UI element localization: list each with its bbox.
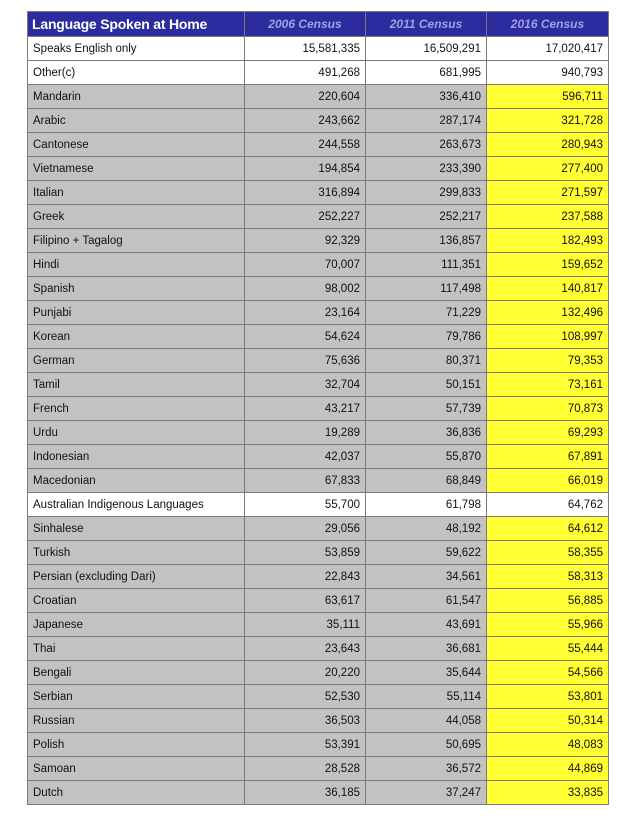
census-2011-cell: 55,114: [366, 685, 487, 709]
table-row: [28, 709, 609, 733]
census-2006-cell: 92,329: [245, 229, 366, 253]
census-2011-cell: 80,371: [366, 349, 487, 373]
census-2011-cell: 117,498: [366, 277, 487, 301]
language-cell: Thai: [28, 637, 245, 661]
header-2011-census: 2011 Census: [366, 12, 487, 37]
language-cell: Korean: [28, 325, 245, 349]
census-2006-cell: 244,558: [245, 133, 366, 157]
language-cell: Samoan: [28, 757, 245, 781]
census-2011-cell: 55,870: [366, 445, 487, 469]
table-row: [28, 85, 609, 109]
language-cell: Japanese: [28, 613, 245, 637]
census-2016-cell: 64,762: [487, 493, 609, 517]
census-2016-cell: 271,597: [487, 181, 609, 205]
census-2016-cell: 79,353: [487, 349, 609, 373]
language-cell: Filipino + Tagalog: [28, 229, 245, 253]
table-row: [28, 493, 609, 517]
census-2006-cell: 52,530: [245, 685, 366, 709]
census-2006-cell: 243,662: [245, 109, 366, 133]
census-2006-cell: 98,002: [245, 277, 366, 301]
census-2011-cell: 79,786: [366, 325, 487, 349]
census-2006-cell: 220,604: [245, 85, 366, 109]
census-2006-cell: 22,843: [245, 565, 366, 589]
census-2006-cell: 53,859: [245, 541, 366, 565]
table-row: [28, 733, 609, 757]
table-row: [28, 133, 609, 157]
language-cell: Australian Indigenous Languages: [28, 493, 245, 517]
language-cell: Spanish: [28, 277, 245, 301]
census-2011-cell: 136,857: [366, 229, 487, 253]
census-2016-cell: 17,020,417: [487, 37, 609, 61]
census-2016-cell: 66,019: [487, 469, 609, 493]
language-cell: Mandarin: [28, 85, 245, 109]
language-cell: Turkish: [28, 541, 245, 565]
census-2006-cell: 54,624: [245, 325, 366, 349]
language-cell: Indonesian: [28, 445, 245, 469]
census-2006-cell: 36,503: [245, 709, 366, 733]
table-row: [28, 661, 609, 685]
table-row: [28, 181, 609, 205]
census-2006-cell: 35,111: [245, 613, 366, 637]
table-row: [28, 685, 609, 709]
language-cell: Vietnamese: [28, 157, 245, 181]
language-cell: Persian (excluding Dari): [28, 565, 245, 589]
census-2016-cell: 55,966: [487, 613, 609, 637]
census-2011-cell: 59,622: [366, 541, 487, 565]
census-2006-cell: 75,636: [245, 349, 366, 373]
census-2006-cell: 252,227: [245, 205, 366, 229]
table-row: [28, 277, 609, 301]
census-2016-cell: 56,885: [487, 589, 609, 613]
table-row: [28, 349, 609, 373]
census-2011-cell: 252,217: [366, 205, 487, 229]
language-cell: Speaks English only: [28, 37, 245, 61]
census-2016-cell: 132,496: [487, 301, 609, 325]
table-row: [28, 37, 609, 61]
table-row: [28, 301, 609, 325]
language-cell: French: [28, 397, 245, 421]
census-2011-cell: 36,836: [366, 421, 487, 445]
census-2016-cell: 237,588: [487, 205, 609, 229]
census-2016-cell: 277,400: [487, 157, 609, 181]
census-2011-cell: 287,174: [366, 109, 487, 133]
census-2011-cell: 37,247: [366, 781, 487, 805]
language-cell: Macedonian: [28, 469, 245, 493]
language-cell: Greek: [28, 205, 245, 229]
census-2006-cell: 20,220: [245, 661, 366, 685]
language-cell: Serbian: [28, 685, 245, 709]
census-2011-cell: 50,695: [366, 733, 487, 757]
table-row: [28, 229, 609, 253]
language-cell: Cantonese: [28, 133, 245, 157]
table-row: [28, 445, 609, 469]
census-2011-cell: 36,572: [366, 757, 487, 781]
table-row: [28, 373, 609, 397]
table-row: [28, 397, 609, 421]
census-2006-cell: 15,581,335: [245, 37, 366, 61]
census-2016-cell: 182,493: [487, 229, 609, 253]
table-row: [28, 541, 609, 565]
language-cell: Sinhalese: [28, 517, 245, 541]
census-2011-cell: 263,673: [366, 133, 487, 157]
census-2011-cell: 36,681: [366, 637, 487, 661]
header-2016-census: 2016 Census: [487, 12, 609, 37]
census-2011-cell: 44,058: [366, 709, 487, 733]
census-2006-cell: 29,056: [245, 517, 366, 541]
header-language: Language Spoken at Home: [28, 12, 245, 37]
census-2016-cell: 159,652: [487, 253, 609, 277]
census-2006-cell: 194,854: [245, 157, 366, 181]
language-census-table: [27, 11, 609, 805]
census-2011-cell: 61,798: [366, 493, 487, 517]
header-2006-census: 2006 Census: [245, 12, 366, 37]
census-2011-cell: 50,151: [366, 373, 487, 397]
census-2016-cell: 54,566: [487, 661, 609, 685]
census-2006-cell: 55,700: [245, 493, 366, 517]
census-2006-cell: 67,833: [245, 469, 366, 493]
census-2006-cell: 42,037: [245, 445, 366, 469]
census-2016-cell: 58,313: [487, 565, 609, 589]
table-row: [28, 613, 609, 637]
census-2006-cell: 53,391: [245, 733, 366, 757]
table-row: [28, 421, 609, 445]
census-2011-cell: 57,739: [366, 397, 487, 421]
table-row: [28, 637, 609, 661]
census-2016-cell: 140,817: [487, 277, 609, 301]
language-cell: Russian: [28, 709, 245, 733]
language-cell: Hindi: [28, 253, 245, 277]
census-2006-cell: 23,164: [245, 301, 366, 325]
census-2016-cell: 596,711: [487, 85, 609, 109]
language-cell: Arabic: [28, 109, 245, 133]
census-2011-cell: 34,561: [366, 565, 487, 589]
header-row: [28, 12, 609, 37]
table-row: [28, 781, 609, 805]
census-2011-cell: 233,390: [366, 157, 487, 181]
census-2011-cell: 111,351: [366, 253, 487, 277]
table-row: [28, 157, 609, 181]
census-2016-cell: 64,612: [487, 517, 609, 541]
language-cell: Other(c): [28, 61, 245, 85]
census-2016-cell: 55,444: [487, 637, 609, 661]
language-cell: Urdu: [28, 421, 245, 445]
language-cell: Polish: [28, 733, 245, 757]
table-row: [28, 589, 609, 613]
census-2016-cell: 69,293: [487, 421, 609, 445]
census-2016-cell: 33,835: [487, 781, 609, 805]
census-2016-cell: 73,161: [487, 373, 609, 397]
language-cell: Italian: [28, 181, 245, 205]
table-row: [28, 469, 609, 493]
census-2011-cell: 43,691: [366, 613, 487, 637]
census-2016-cell: 67,891: [487, 445, 609, 469]
census-2011-cell: 336,410: [366, 85, 487, 109]
census-2016-cell: 280,943: [487, 133, 609, 157]
census-2006-cell: 23,643: [245, 637, 366, 661]
census-2016-cell: 108,997: [487, 325, 609, 349]
language-cell: Tamil: [28, 373, 245, 397]
census-2016-cell: 44,869: [487, 757, 609, 781]
census-2011-cell: 71,229: [366, 301, 487, 325]
census-2011-cell: 16,509,291: [366, 37, 487, 61]
language-cell: German: [28, 349, 245, 373]
table-row: [28, 565, 609, 589]
table-body: [28, 37, 609, 805]
census-2006-cell: 19,289: [245, 421, 366, 445]
table-header: [28, 12, 609, 37]
census-2006-cell: 36,185: [245, 781, 366, 805]
census-2006-cell: 316,894: [245, 181, 366, 205]
census-2006-cell: 43,217: [245, 397, 366, 421]
language-cell: Punjabi: [28, 301, 245, 325]
census-2016-cell: 70,873: [487, 397, 609, 421]
census-2016-cell: 48,083: [487, 733, 609, 757]
table-row: [28, 325, 609, 349]
census-2006-cell: 32,704: [245, 373, 366, 397]
census-2016-cell: 50,314: [487, 709, 609, 733]
table-row: [28, 109, 609, 133]
census-2011-cell: 68,849: [366, 469, 487, 493]
census-2011-cell: 681,995: [366, 61, 487, 85]
language-cell: Croatian: [28, 589, 245, 613]
table-row: [28, 61, 609, 85]
census-2011-cell: 299,833: [366, 181, 487, 205]
census-2006-cell: 28,528: [245, 757, 366, 781]
table-row: [28, 253, 609, 277]
table-row: [28, 517, 609, 541]
census-2016-cell: 321,728: [487, 109, 609, 133]
census-2011-cell: 35,644: [366, 661, 487, 685]
census-2016-cell: 53,801: [487, 685, 609, 709]
census-2011-cell: 48,192: [366, 517, 487, 541]
table-row: [28, 757, 609, 781]
census-2011-cell: 61,547: [366, 589, 487, 613]
census-2006-cell: 63,617: [245, 589, 366, 613]
census-2016-cell: 940,793: [487, 61, 609, 85]
census-2006-cell: 491,268: [245, 61, 366, 85]
table-row: [28, 205, 609, 229]
census-2006-cell: 70,007: [245, 253, 366, 277]
census-2016-cell: 58,355: [487, 541, 609, 565]
language-cell: Bengali: [28, 661, 245, 685]
language-cell: Dutch: [28, 781, 245, 805]
